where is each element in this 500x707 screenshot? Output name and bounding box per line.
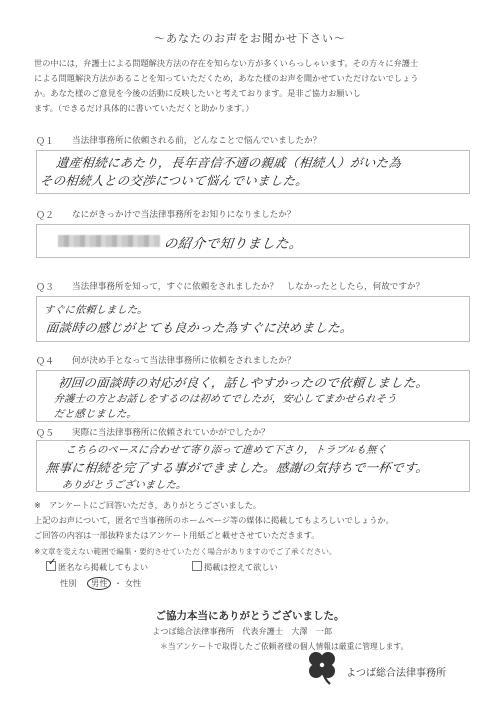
- question-text: 実際に当法律事務所に依頼されていかがでしたか？: [72, 428, 270, 438]
- intro-line-3: か。あなた様のご意見を今後の活動に反映したいと考えております。是非ご協力お願いし: [34, 88, 361, 98]
- thanks-heading: ご協力本当にありがとうございました。: [155, 610, 345, 622]
- handwritten-answer: 無事に相続を完了する事ができました。感謝の気持ちで一杯です。: [45, 460, 430, 475]
- handwritten-answer: その相続人との交渉について悩んでいました。: [39, 173, 310, 188]
- consent-text: ※ アンケートにご回答いただき，ありがとうございました。: [34, 500, 262, 510]
- consent-note: ※文章を変えない範囲で編集・要約させていただく場合がありますのでご了承ください。: [34, 547, 337, 556]
- handwritten-answer: 遺産相続にあたり，長年音信不通の親戚（相続人）がいた為: [55, 155, 403, 170]
- firm-logo-text: よつば総合法律事務所: [346, 668, 446, 679]
- clover-logo-icon: [302, 647, 342, 687]
- option-ng-label: 掲載は控えて欲しい: [204, 562, 278, 572]
- gender-separator: ・: [114, 578, 123, 588]
- gender-row: [60, 577, 141, 590]
- consent-option-ok[interactable]: [46, 557, 149, 573]
- question-number: Ｑ１: [36, 137, 55, 147]
- privacy-note: ＊当アンケートで取得したご依頼者様の個人情報は厳重に管理します。: [160, 642, 409, 651]
- handwritten-answer: 弁護士の方とお話しをするのは初めてでしたが，安心してまかせられそう: [53, 394, 398, 405]
- check-mark-icon: ✓: [48, 557, 57, 568]
- handwritten-answer: 面談時の感じがとても良かった為すぐに決めました。: [45, 320, 354, 335]
- consent-text: 上記のお声について，匿名で当事務所のホームページ等の媒体に掲載してもよろしいでしょうか。: [34, 515, 394, 525]
- question-text: 当法律事務所に依頼される前，どんなことで悩んでいましたか？: [72, 136, 322, 146]
- gender-female[interactable]: 女性: [124, 578, 142, 588]
- consent-text: ご回答の内容は一部抜粋またはアンケート用紙ごと載せさせていただきます。: [34, 530, 320, 540]
- intro-line-4: ます。（できるだけ具体的に書いていただくと助かります。）: [34, 103, 254, 113]
- redaction-blur: [58, 235, 160, 247]
- checkbox-ng[interactable]: [192, 561, 202, 571]
- gender-male[interactable]: 男性: [87, 577, 111, 590]
- handwritten-answer: 初回の面談時の対応が良く，話しやすかったので依頼しました。: [57, 375, 430, 390]
- question-number: Ｑ３: [36, 283, 55, 293]
- option-ok-label: 匿名なら掲載してもよい: [58, 562, 149, 572]
- page-title: ～あなたのお声をお聞かせ下さい～: [154, 32, 346, 45]
- question-text: なにがきっかけで当法律事務所をお知りになりましたか？: [72, 210, 296, 220]
- handwritten-answer: だと感じました。: [53, 409, 138, 420]
- question-number: Ｑ５: [36, 429, 55, 439]
- intro-line-2: による問題解決方法があることを知っていただくため，あなた様のお声を聞かせていただけないでしょう: [34, 73, 419, 83]
- checkbox-ok[interactable]: [46, 557, 57, 571]
- intro-line-1: 世の中には，弁護士による問題解決方法の存在を知らない方が多くいらっしゃいます。その方々に弁護士: [34, 58, 419, 68]
- question-number: Ｑ２: [36, 211, 55, 221]
- handwritten-answer: こちらのペースに合わせて寄り添って進めて下さり，トラブルも無く: [65, 445, 388, 456]
- firm-line: よつば総合法律事務所 代表弁護士 大澤 一郎: [152, 626, 333, 636]
- question-number: Ｑ４: [36, 357, 55, 367]
- consent-option-ng[interactable]: [192, 561, 278, 573]
- question-text: 当法律事務所を知って，すぐに依頼をされましたか？ しなかったとしたら，何故ですか？: [72, 282, 425, 292]
- handwritten-answer: すぐに依頼しました。: [43, 305, 149, 316]
- handwritten-answer: の紹介で知りました。: [162, 236, 304, 252]
- gender-label: 性別: [60, 578, 77, 588]
- handwritten-answer: ありがとうございました。: [61, 480, 188, 491]
- question-text: 何が決め手となって当法律事務所に依頼をされましたか？: [72, 356, 296, 366]
